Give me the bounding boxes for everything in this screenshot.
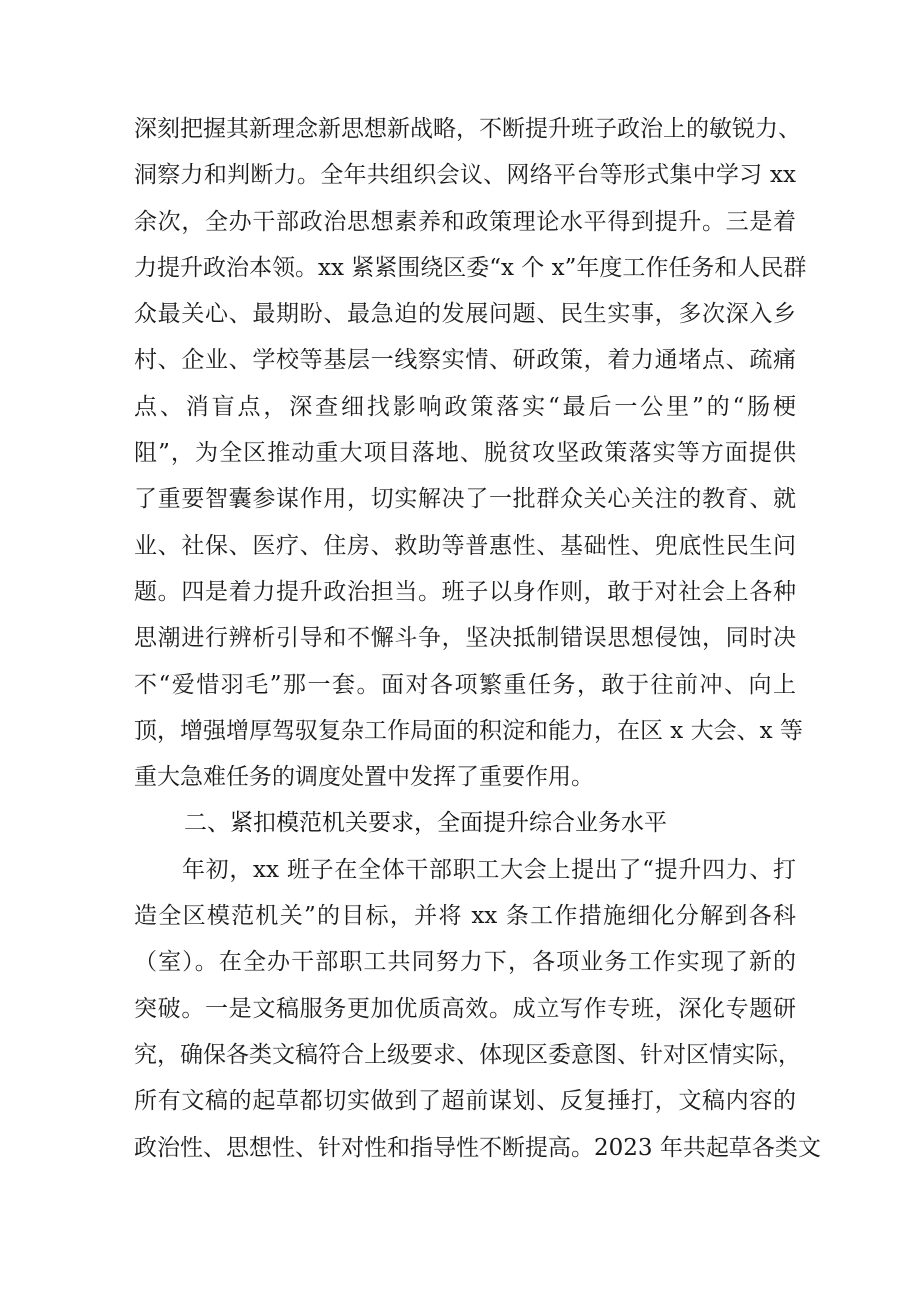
text-line: 洞察力和判断力。全年共组织会议、网络平台等形式集中学习 xx [134, 162, 796, 189]
text-line: 余次，全办干部政治思想素养和政策理论水平得到提升。三是着 [134, 208, 796, 235]
text-line: 究，确保各类文稿符合上级要求、体现区委意图、针对区情实际， [134, 1041, 801, 1068]
text-line: 不“爱惜羽毛”那一套。面对各项繁重任务，敢于往前冲、向上 [134, 671, 796, 698]
text-line: 众最关心、最期盼、最急迫的发展问题、民生实事，多次深入乡 [134, 301, 796, 328]
text-line: 阻”，为全区推动重大项目落地、脱贫攻坚政策落实等方面提供 [134, 440, 796, 467]
text-line: （室）。在全办干部职工共同努力下，各项业务工作实现了新的 [134, 949, 796, 976]
text-line: 政治性、思想性、针对性和指导性不断提高。2023 年共起草各类文 [134, 1134, 821, 1161]
text-line: 力提升政治本领。xx 紧紧围绕区委“x 个 x”年度工作任务和人民群 [134, 254, 807, 281]
text-line: 重大急难任务的调度处置中发挥了重要作用。 [134, 764, 594, 791]
text-line: 点、消盲点，深查细找影响政策落实“最后一公里”的“肠梗 [134, 393, 796, 420]
text-line: 思潮进行辨析引导和不懈斗争，坚决抵制错误思想侵蚀，同时决 [134, 625, 796, 652]
text-line: 村、企业、学校等基层一线察实情、研政策，着力通堵点、疏痛 [134, 347, 796, 374]
text-line: 所有文稿的起草都切实做到了超前谋划、反复捶打，文稿内容的 [134, 1088, 796, 1115]
text-line: 深刻把握其新理念新思想新战略，不断提升班子政治上的敏锐力、 [134, 116, 801, 142]
text-line: 业、社保、医疗、住房、救助等普惠性、基础性、兜底性民生问 [134, 532, 796, 559]
text-line: 题。四是着力提升政治担当。班子以身作则，敢于对社会上各种 [134, 578, 796, 605]
text-line: 顶，增强增厚驾驭复杂工作局面的积淀和能力，在区 x 大会、x 等 [134, 717, 803, 744]
paragraph-political-ability [134, 106, 807, 800]
text-line: 突破。一是文稿服务更加优质高效。成立写作专班，深化专题研 [134, 995, 796, 1022]
text-line: 了重要智囊参谋作用，切实解决了一批群众关心关注的教育、就 [134, 486, 796, 513]
text-line: 年初，xx 班子在全体干部职工大会上提出了“提升四力、打 [182, 856, 796, 883]
paragraph-model-organ [134, 847, 821, 1171]
text-line: 造全区模范机关”的目标，并将 xx 条工作措施细化分解到各科 [134, 903, 796, 930]
document-body [134, 106, 821, 1171]
section-heading: 二、紧扣模范机关要求，全面提升综合业务水平 [184, 810, 667, 837]
